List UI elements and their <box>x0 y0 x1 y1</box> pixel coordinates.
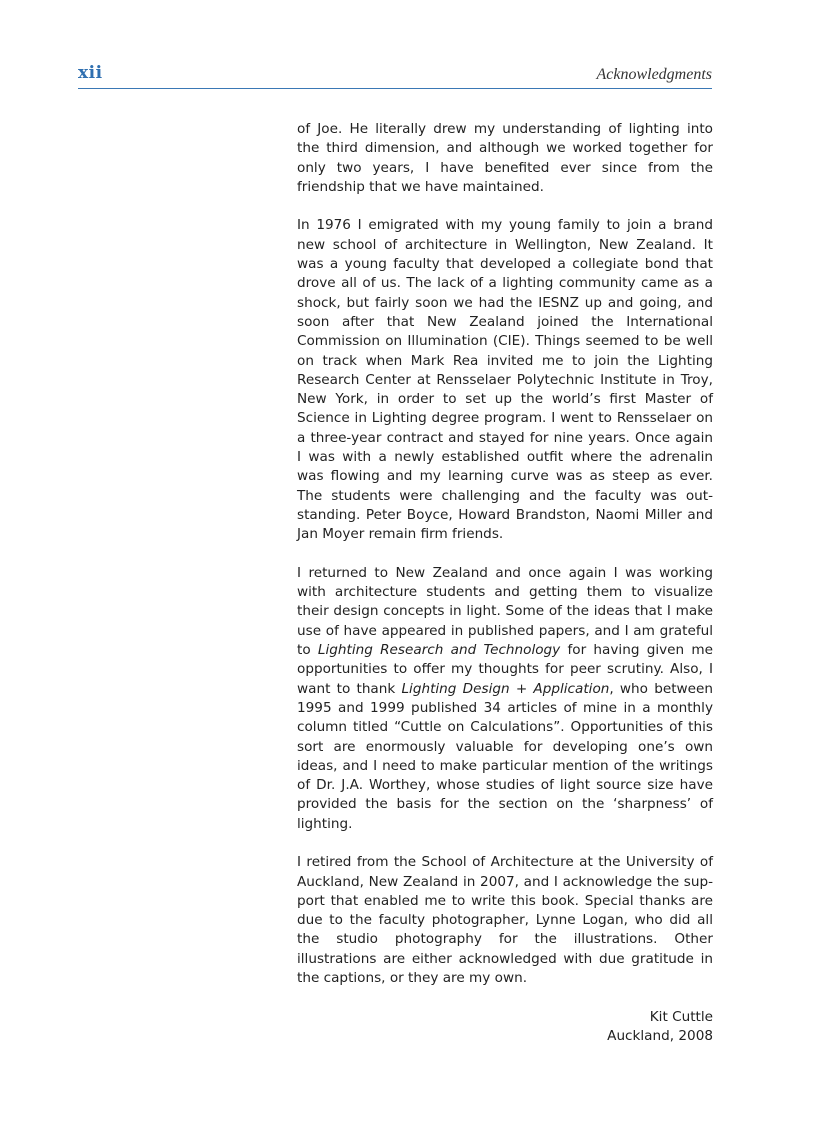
paragraph-2: In 1976 I emigrated with my young family to join a brand new school of architecture in Wellington, New Zealand. It was a young faculty that developed a collegiate bond that drove all of us. The lack of a lighting community came as a shock, but fairly soon we had the IESNZ up and going, and soon after that New Zealand joined the International Commission on Illumination (CIE). Things seemed to be well on track when Mark Rea invited me to join the Lighting Research Center at Rensselaer Polytechnic Institute in Troy, New York, in order to set up the world’s first Master of Science in Lighting degree program. I went to Rensselaer on a three-year contract and stayed for nine years. Once again I was with a newly established outfit where the adrenalin was flowing and my learning curve was as steep as ever. The students were challenging and the faculty was outstanding. Peter Boyce, Howard Brandston, Naomi Miller and Jan Moyer remain firm friends. <box>297 217 713 543</box>
running-title: Acknowledgments <box>596 66 712 83</box>
paragraph-1: of Joe. He literally drew my understanding of lighting into the third dimension, and although we worked together for only two years, I have benefited ever since from the friendship that we have maintained. <box>297 121 713 195</box>
journal-title-lighting-design: Lighting Design + Application <box>401 680 610 697</box>
signature-block <box>297 1008 713 1047</box>
paragraph-3-text-c: , who between 1995 and 1999 published 34 articles of mine in a monthly column titled “Cuttle on Calculations”. Opportunities of this sort are enormously valuable for developing one’s own ideas, and I need to make particular mention of the writings of Dr. J.A. Worthey, whose studies of light source size have provided the basis for the section on the ‘sharpness’ of lighting. <box>297 680 713 832</box>
page-header <box>78 64 712 89</box>
page-number: xii <box>78 63 103 83</box>
journal-title-lighting-research: Lighting Research and Technology <box>317 642 561 659</box>
body-text <box>297 120 713 1046</box>
author-name: Kit Cuttle <box>649 1008 713 1025</box>
paragraph-3 <box>297 564 713 834</box>
paragraph-4: I retired from the School of Architecture at the University of Auckland, New Zealand in 2007, and I acknowledge the support that enabled me to write this book. Special thanks are due to the faculty photographer, Lynne Logan, who did all the studio photography for the illustrations. Other illustrations are either acknowledged with due gratitude in the captions, or they are my own. <box>297 854 713 987</box>
paragraph-3-text-b: for having given me opportunities to offer my thoughts for peer scrutiny. Also, I want to thank <box>297 642 713 697</box>
paragraph-3-text-a: I returned to New Zealand and once again I was working with architecture students and getting them to visualize their design concepts in light. Some of the ideas that I make use of have appeared in published papers, and I am grateful to <box>297 564 713 659</box>
place-date: Auckland, 2008 <box>607 1027 713 1044</box>
